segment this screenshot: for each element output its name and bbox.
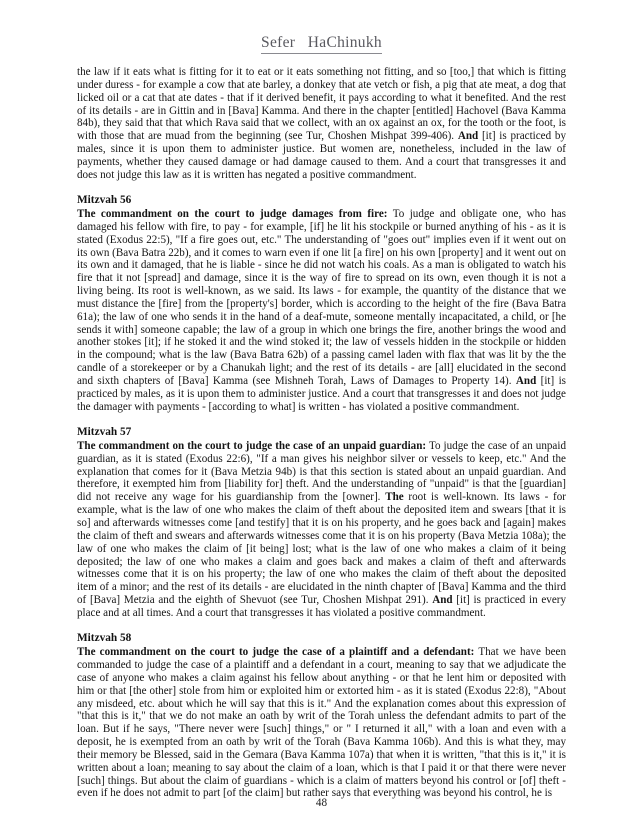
- intro-text-part-2: [it] is practiced by males, since it is upon them to administer justice. But women are, nonetheless, included in the law of payments, whether they caused damage or had damage caused to them. And a court that transgresses it and does not judge this law as it is written has negated a positive commandment.: [77, 130, 566, 181]
- mitzvah-58-lead: The commandment on the court to judge the case of a plaintiff and a defendant:: [77, 646, 475, 659]
- page-content: [77, 60, 566, 800]
- mitzvah-58-body-1: That we have been commanded to judge the case of a plaintiff and a defendant in a court, meaning to say that we adjudicate the case of anyone who makes a claim against his fellow about anything - or that he lent him or deposited with him or that [the other] stole from him or exploited him or extorted him - as it is stated (Exodus 22:8), "About any misdeed, etc. about which he will say that this is it." And the explanation comes about this expression of "that this is it," that we do not make an oath by writ of the Torah unless the defendant admits to part of the loan. But if he says, "There never were [such] things," or " I returned it all," with a loan and even with a deposit, he is exempted from an oath by writ of the Torah (Bava Kamma 106b). And this is what they, may their memory be Blessed, said in the Gemara (Bava Kamma 107a) that when it is written, "that this is it," it is written about a loan; meaning to say about the claim of a loan, which is that I paid it or that there were never [such] things. But about the claim of guardians - which is a claim of matters beyond his control or [of] theft - even if he does not admit to part [of the claim] but rather says that everything was beyond his control, he is: [77, 646, 567, 800]
- mitzvah-56-body-1: To judge and obligate one, who has damaged his fellow with fire, to pay - for example, [if] he lit his stockpile or burned anything of his - as it is stated (Exodus 22:5), "If a fire goes out, etc." The understanding of "goes out" implies even if it went out on its own (Bava Batra 22b), and it comes to warn even if one lit [a fire] on his own [property] and it went out on its own and it damaged, that he is liable - since he did not watch his coals. As a man is obligated to watch his fire that it not [spread] and damage, since it is the way of fire to spread on its own, even though it is not a living being. Its root is well-known, as we said. Its laws - for example, the quantity of the distance that we must distance the [fire] from the [property's] border, which is according to the height of the fire (Bava Batra 61a); the law of one who sends it in the hand of a deaf-mute, someone mentally incapacitated, a child, or [he sends it with] someone capable; the law of a group in which one brings the fire, another brings the wood and another stokes [it]; if he stoked it and the wind stoked it; the law of vessels hidden in the stockpile or hidden in the compound; what is the law (Bava Batra 62b) of a passing camel laden with flax that was lit by the the candle of a storekeeper or by a Chanukah light; and the rest of its details - are [all] elucidated in the second and sixth chapters of [Bava] Kamma (see Mishneh Torah, Laws of Damages to Property 14).: [77, 208, 566, 387]
- mitzvah-58-paragraph: [77, 646, 566, 800]
- intro-bold-and: And: [457, 130, 479, 143]
- mitzvah-58-heading: Mitzvah 58: [77, 632, 132, 645]
- mitzvah-56-section: [77, 194, 566, 413]
- book-title: Sefer HaChinukh: [261, 34, 382, 54]
- mitzvah-56-lead: The commandment on the court to judge damages from fire:: [77, 208, 388, 220]
- page-number: 48: [315, 797, 328, 809]
- mitzvah-56-heading: Mitzvah 56: [77, 194, 132, 207]
- intro-text-part-1: the law if it eats what is fitting for it to eat or it eats something not fitting, and so [too,] that which is fitting under duress - for example a cow that ate barley, a donkey that ate vetch or fish, a pig that ate meat, a dog that licked oil or a cat that ate dates - that if it derived benefit, it pays according to what it benefited. And the rest of its details - are in Gittin and in [Bava] Kamma. And there in the chapter [entitled] Hachovel (Bava Kamma 84b), they said that that which Rava said that we collect, with an ox against an ox, for the tooth or the foot, is with those that are muad from the beginning (see Tur, Choshen Mishpat 399-406).: [77, 66, 566, 143]
- intro-paragraph: [77, 66, 566, 182]
- mitzvah-57-heading: Mitzvah 57: [77, 426, 132, 438]
- page-header: [0, 0, 643, 60]
- mitzvah-56-body-2: [it] is practiced by males, as it is upon them to administer justice. And a court that transgresses it and does not judge the damager with payments - [according to what] is written - has violated a positive commandment.: [77, 374, 566, 413]
- mitzvah-57-bold-and: And: [432, 594, 453, 607]
- mitzvah-56-paragraph: [77, 208, 566, 414]
- mitzvah-57-lead: The commandment on the court to judge the case of an unpaid guardian:: [77, 439, 427, 452]
- mitzvah-57-section: [77, 426, 566, 620]
- mitzvah-57-body-1: To judge the case of an unpaid guardian, as it is stated (Exodus 22:6), "If a man gives his neighbor silver or vessels to keep, etc." And the explanation that comes for it (Bava Metzia 94b) is that this section is stated about an unpaid guardian. And therefore, it exempted him from [liability for] theft. And the understanding of "unpaid" is that the [guardian] did not receive any wage for his guardianship from the [owner].: [77, 439, 566, 504]
- mitzvah-57-bold-the: The: [385, 491, 404, 504]
- mitzvah-58-section: [77, 632, 566, 800]
- mitzvah-57-paragraph: [77, 440, 566, 620]
- mitzvah-57-body-2: root is well-known. Its laws - for example, what is the law of one who makes the claim of theft about the deposited item and swears [that it is so] and afterwards witnesses come [and testify] that it is on his property, and he goes back and [again] makes the claim of theft and swears and afterwards witnesses come that it is on his property (Bava Metzia 108a); the law of one who makes the claim of [it being] lost; what is the law of one who makes a claim of it being deposited; the law of one who makes a claim and goes back and makes a claim of theft and afterwards witnesses come that it is on his property; the law of one who makes the claim of theft about the deposited item of a minor; and the rest of its details - are elucidated in the ninth chapter of [Bava] Kamma and the third of [Bava] Metzia and the eighth of Shevuot (see Tur, Choshen Mishpat 291).: [77, 491, 566, 607]
- mitzvah-57-body-3: [it] is practiced in every place and at all times. And a court that transgresses it has violated a positive commandment.: [77, 594, 566, 619]
- mitzvah-56-bold-and: And: [515, 374, 537, 387]
